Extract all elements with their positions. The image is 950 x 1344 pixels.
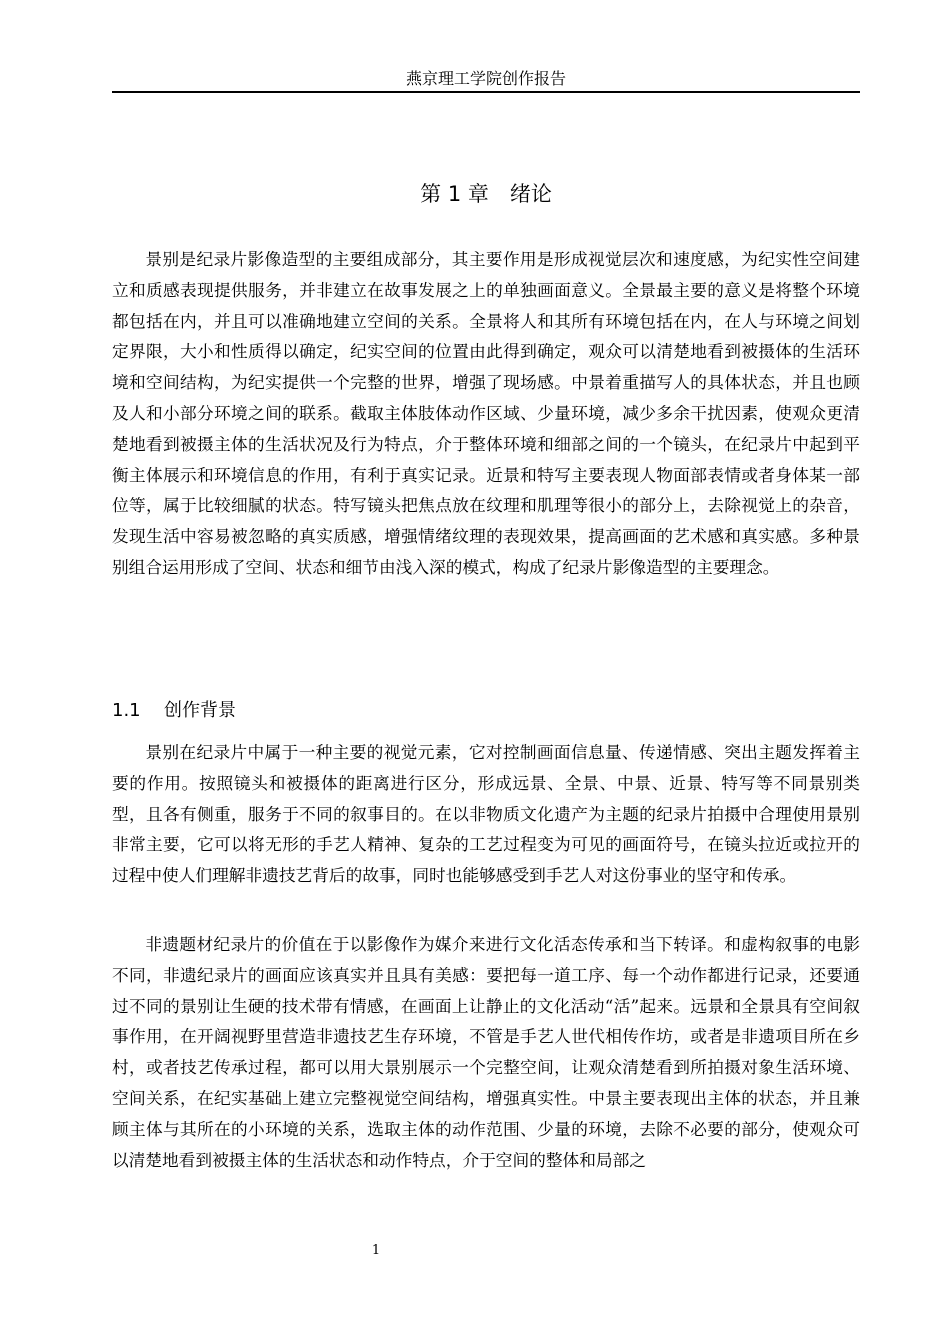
intro-paragraph: 景别是纪录片影像造型的主要组成部分，其主要作用是形成视觉层次和速度感，为纪实性空间建立和质感表现提供服务，并非建立在故事发展之上的单独画面意义。全景最主要的意义是将整个环境都包括在内，并且可以准确地建立空间的关系。全景将人和其所有环境包括在内，在人与环境之间划定界限，大小和性质得以确定，纪实空间的位置由此得到确定，观众可以清楚地看到被摄体的生活环境和空间结构，为纪实提供一个完整的世界，增强了现场感。中景着重描写人的具体状态，并且也顾及人和小部分环境之间的联系。截取主体肢体动作区域、少量环境，减少多余干扰因素，使观众更清楚地看到被摄主体的生活状况及行为特点，介于整体环境和细部之间的一个镜头，在纪录片中起到平衡主体展示和环境信息的作用，有利于真实记录。近景和特写主要表现人物面部表情或者身体某一部位等，属于比较细腻的状态。特写镜头把焦点放在纹理和肌理等很小的部分上，去除视觉上的杂音，发现生活中容易被忽略的真实质感，增强情绪纹理的表现效果，提高画面的艺术感和真实感。多种景别组合运用形成了空间、状态和细节由浅入深的模式，构成了纪录片影像造型的主要理念。 [112,249,860,577]
section-number: 1.1 [112,700,141,721]
background-paragraph-1: 景别在纪录片中属于一种主要的视觉元素，它对控制画面信息量、传递情感、突出主题发挥着主要的作用。按照镜头和被摄体的距离进行区分，形成远景、全景、中景、近景、特写等不同景别类型，且各有侧重，服务于不同的叙事目的。在以非物质文化遗产为主题的纪录片拍摄中合理使用景别非常主要，它可以将无形的手艺人精神、复杂的工艺过程变为可见的画面符号，在镜头拉近或拉开的过程中使人们理解非遗技艺背后的故事，同时也能够感受到手艺人对这份事业的坚守和传承。 [112,742,860,886]
header-rule [112,91,860,93]
section-title: 创作背景 [164,700,236,721]
chapter-title: 第 1 章 绪论 [420,182,552,206]
running-header: 燕京理工学院创作报告 [405,69,566,88]
background-paragraph-2: 非遗题材纪录片的价值在于以影像作为媒介来进行文化活态传承和当下转译。和虚构叙事的电影不同，非遗纪录片的画面应该真实并且具有美感：要把每一道工序、每一个动作都进行记录，还要通过不同的景别让生硬的技术带有情感，在画面上让静止的文化活动“活”起来。远景和全景具有空间叙事作用，在开阔视野里营造非遗技艺生存环境，不管是手艺人世代相传作坊，或者是非遗项目所在乡村，或者技艺传承过程，都可以用大景别展示一个完整空间，让观众清楚看到所拍摄对象生活环境、空间关系，在纪实基础上建立完整视觉空间结构，增强真实性。中景主要表现出主体的状态，并且兼顾主体与其所在的小环境的关系，选取主体的动作范围、少量的环境，去除不必要的部分，使观众可以清楚地看到被摄主体的生活状态和动作特点，介于空间的整体和局部之 [112,934,860,1170]
page-number: 1 [371,1243,381,1258]
section-heading [112,696,236,726]
